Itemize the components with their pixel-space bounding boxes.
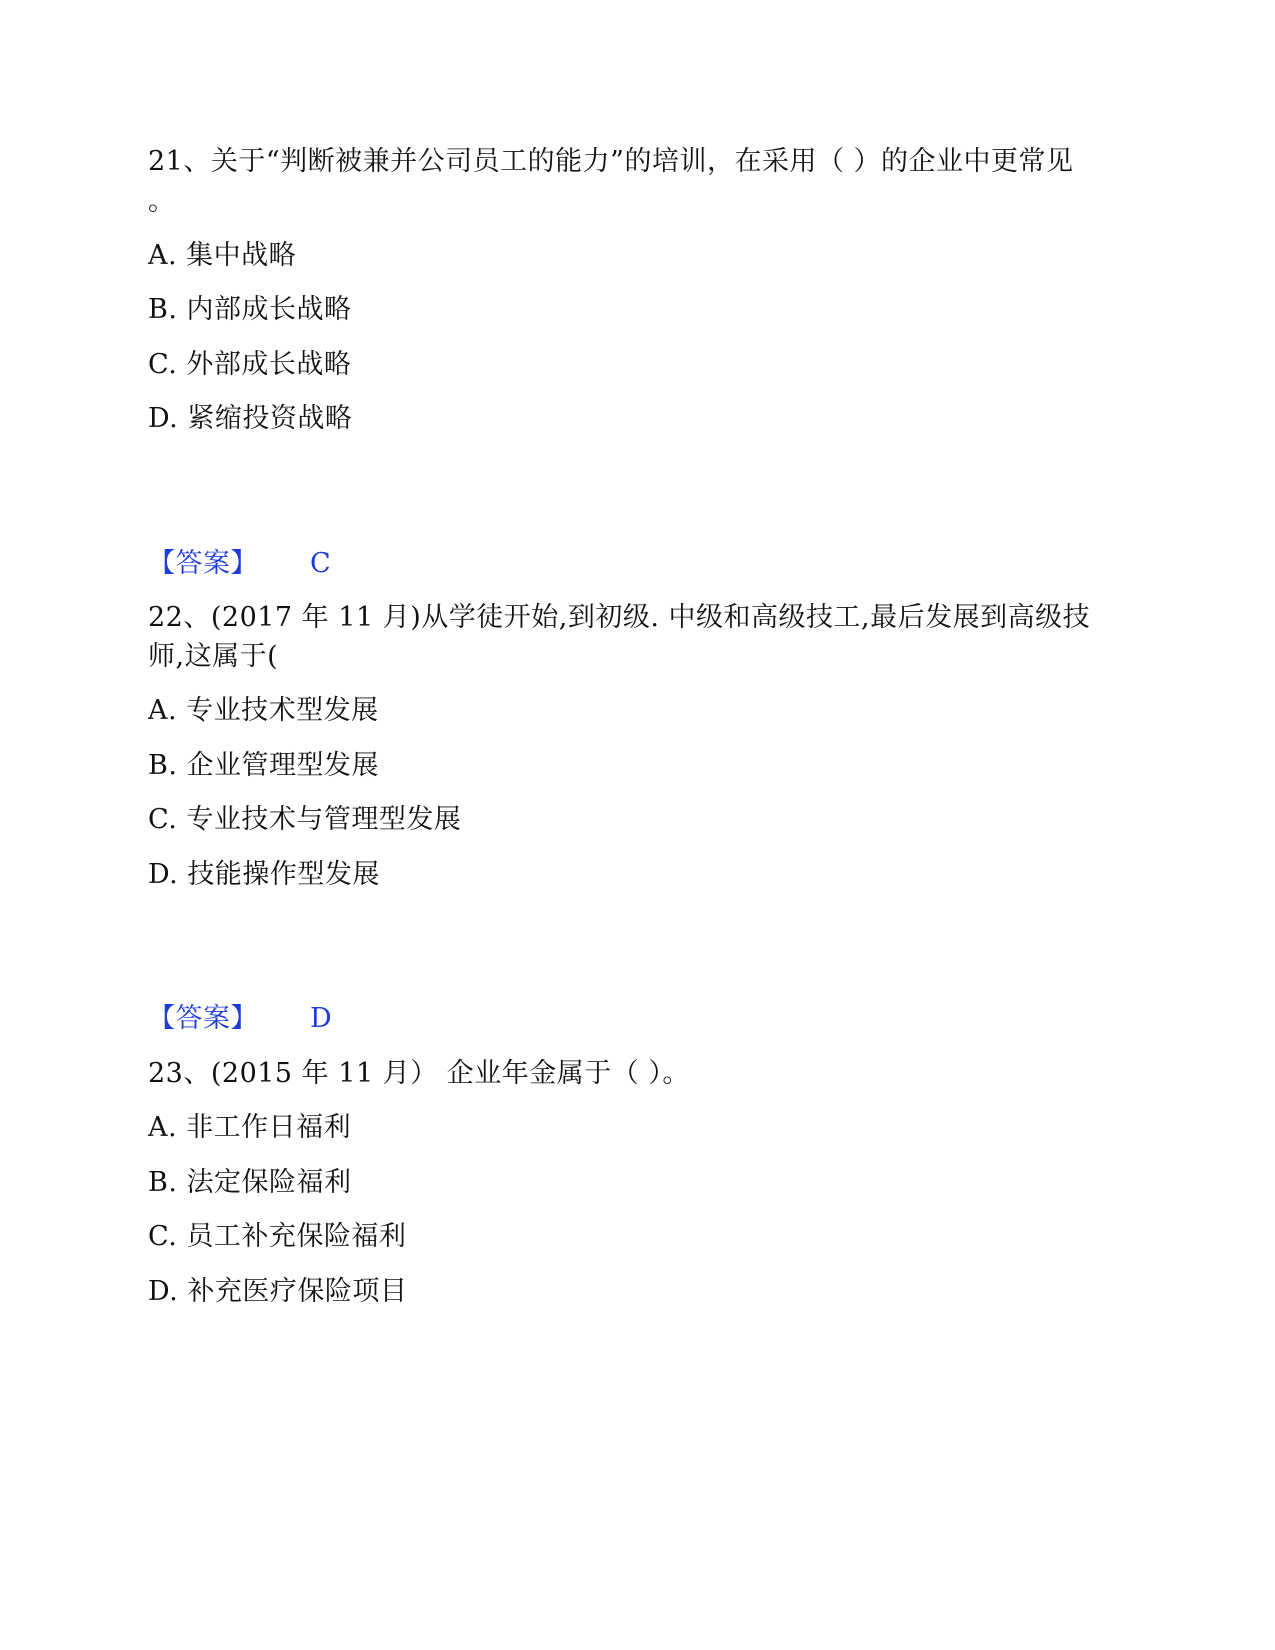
question-21-option-c: C. 外部成长战略 (148, 349, 352, 380)
answer-21-label: 【答案】 (148, 548, 258, 579)
question-22-stem-line1: 22、(2017 年 11 月)从学徒开始,到初级. 中级和高级技工,最后发展到高级技 (148, 602, 1091, 633)
question-22-stem-line2: 师,这属于( (148, 641, 279, 672)
question-23-option-c: C. 员工补充保险福利 (148, 1221, 407, 1252)
question-21-option-a: A. 集中战略 (148, 240, 297, 271)
question-21-option-b: B. 内部成长战略 (148, 294, 352, 325)
question-23-option-d: D. 补充医疗保险项目 (148, 1276, 408, 1307)
question-23-option-a: A. 非工作日福利 (148, 1112, 352, 1143)
question-23-stem-line1: 23、(2015 年 11 月） 企业年金属于（ ）。 (148, 1058, 690, 1089)
answer-21 (148, 544, 331, 584)
question-22-option-a: A. 专业技术型发展 (148, 695, 379, 726)
answer-22-label: 【答案】 (148, 1003, 258, 1034)
question-23-option-b: B. 法定保险福利 (148, 1167, 352, 1198)
answer-21-value: C (310, 548, 332, 579)
question-21-stem-line1: 21、关于“判断被兼并公司员工的能力”的培训，在采用（ ）的企业中更常见 (148, 146, 1074, 177)
question-22-option-d: D. 技能操作型发展 (148, 859, 380, 890)
question-22-option-c: C. 专业技术与管理型发展 (148, 804, 462, 835)
answer-22 (148, 999, 332, 1039)
question-22-option-b: B. 企业管理型发展 (148, 750, 380, 781)
answer-22-value: D (310, 1003, 333, 1034)
question-21-option-d: D. 紧缩投资战略 (148, 403, 353, 434)
question-21-stem-line2: 。 (148, 186, 176, 217)
